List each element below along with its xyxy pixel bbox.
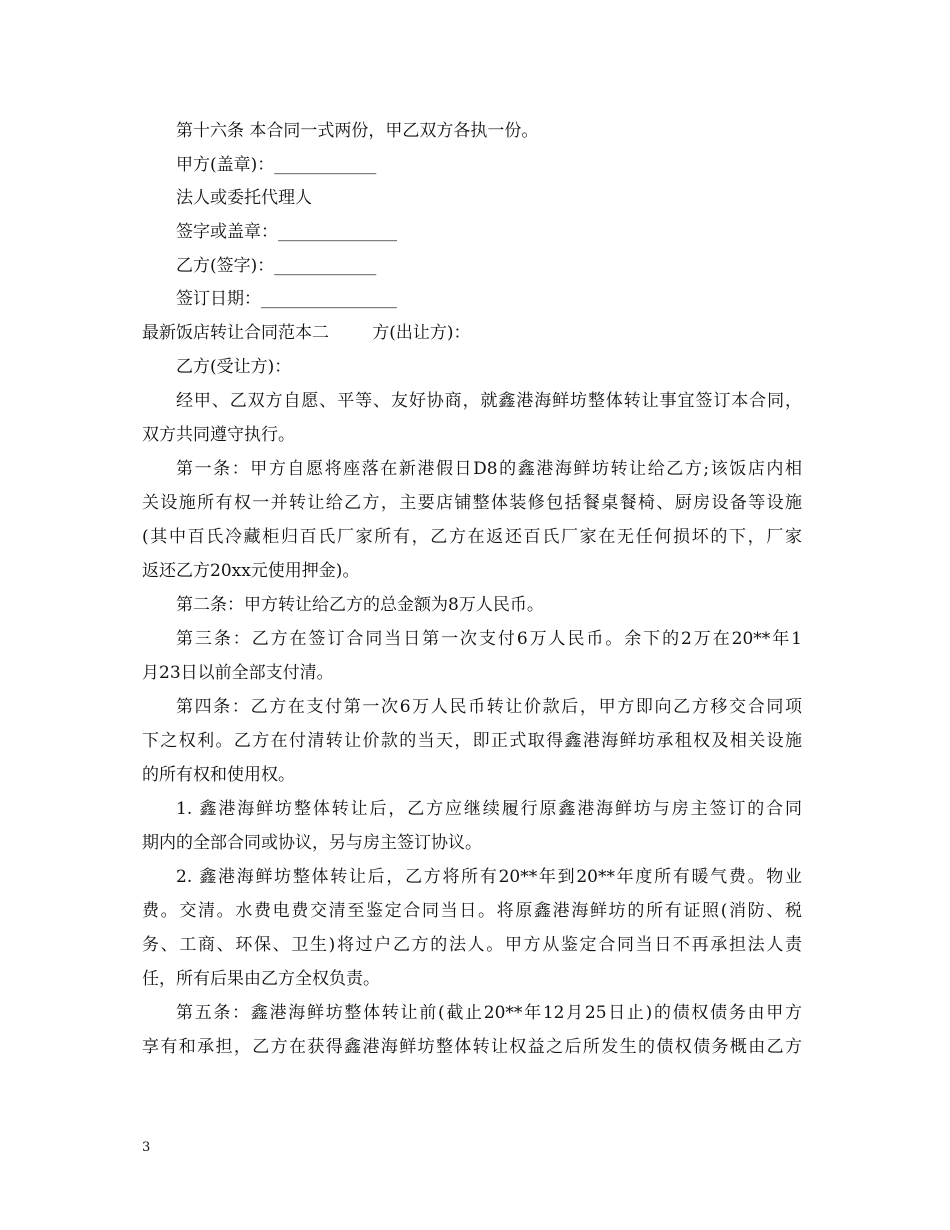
article-3-line-1: 第三条：乙方在签订合同当日第一次支付6万人民币。余下的2万在20**年1 [176,629,802,649]
sign-or-seal-blank: ______________ [278,222,397,242]
item-1-line-1: 1. 鑫港海鲜坊整体转让后，乙方应继续履行原鑫港海鲜坊与房主签订的合同 [176,799,802,819]
article-2: 第二条：甲方转让给乙方的总金额为8万人民币。 [176,595,544,615]
sign-date-blank: ________________ [261,289,397,309]
party-a-seal-blank: ____________ [274,155,377,175]
article-1-line-2: 关设施所有权一并转让给乙方，主要店铺整体装修包括餐桌餐椅、厨房设备等设施 [142,493,802,513]
party-b-sign-label: 乙方(签字)： [176,256,275,276]
article-1-line-1: 第一条：甲方自愿将座落在新港假日D8的鑫港海鲜坊转让给乙方;该饭店内相 [176,459,802,479]
sign-date-label: 签订日期： [176,289,261,309]
article-1-line-3: (其中百氏冷藏柜归百氏厂家所有，乙方在返还百氏厂家在无任何损坏的下，厂家 [142,527,802,547]
article-4-line-3: 的所有权和使用权。 [142,765,295,785]
legal-representative: 法人或委托代理人 [176,188,312,208]
sign-or-seal-line [176,222,397,242]
intro-line-2: 双方共同遵守执行。 [142,425,295,445]
item-2-line-3: 务、工商、环保、卫生)将过户乙方的法人。甲方从鉴定合同当日不再承担法人责 [142,935,802,955]
party-a-seal-label: 甲方(盖章)： [176,155,275,175]
article-1-line-4: 返还乙方20xx元使用押金)。 [142,561,360,581]
clause-16: 第十六条 本合同一式两份，甲乙双方各执一份。 [176,121,539,141]
article-5-line-1: 第五条：鑫港海鲜坊整体转让前(截止20**年12月25日止)的债权债务由甲方 [176,1003,802,1023]
sign-or-seal-label: 签字或盖章： [176,222,278,242]
party-a-seal-line [176,155,376,175]
item-1-line-2: 期内的全部合同或协议，另与房主签订协议。 [142,833,482,853]
page-number: 3 [142,1140,151,1155]
intro-line-1: 经甲、乙双方自愿、平等、友好协商，就鑫港海鲜坊整体转让事宜签订本合同， [176,391,802,411]
item-2-line-1: 2. 鑫港海鲜坊整体转让后，乙方将所有20**年到20**年度所有暖气费。物业 [176,867,802,887]
party-b-sign-blank: ____________ [274,256,377,276]
article-5-line-2: 享有和承担，乙方在获得鑫港海鲜坊整体转让权益之后所发生的债权债务概由乙方 [142,1037,802,1057]
item-2-line-4: 任，所有后果由乙方全权负责。 [142,969,380,989]
party-b-line: 乙方(受让方)： [176,357,292,377]
item-2-line-2: 费。交清。水费电费交清至鉴定合同当日。将原鑫港海鲜坊的所有证照(消防、税 [142,901,802,921]
contract-title-line: 最新饭店转让合同范本二 方(出让方)： [142,323,471,343]
article-4-line-2: 下之权利。乙方在付清转让价款的当天，即正式取得鑫港海鲜坊承租权及相关设施 [142,731,802,751]
party-b-sign-line [176,256,376,276]
sign-date-line [176,289,397,309]
article-3-line-2: 月23日以前全部支付清。 [142,663,334,683]
article-4-line-1: 第四条：乙方在支付第一次6万人民币转让价款后，甲方即向乙方移交合同项 [176,697,802,717]
